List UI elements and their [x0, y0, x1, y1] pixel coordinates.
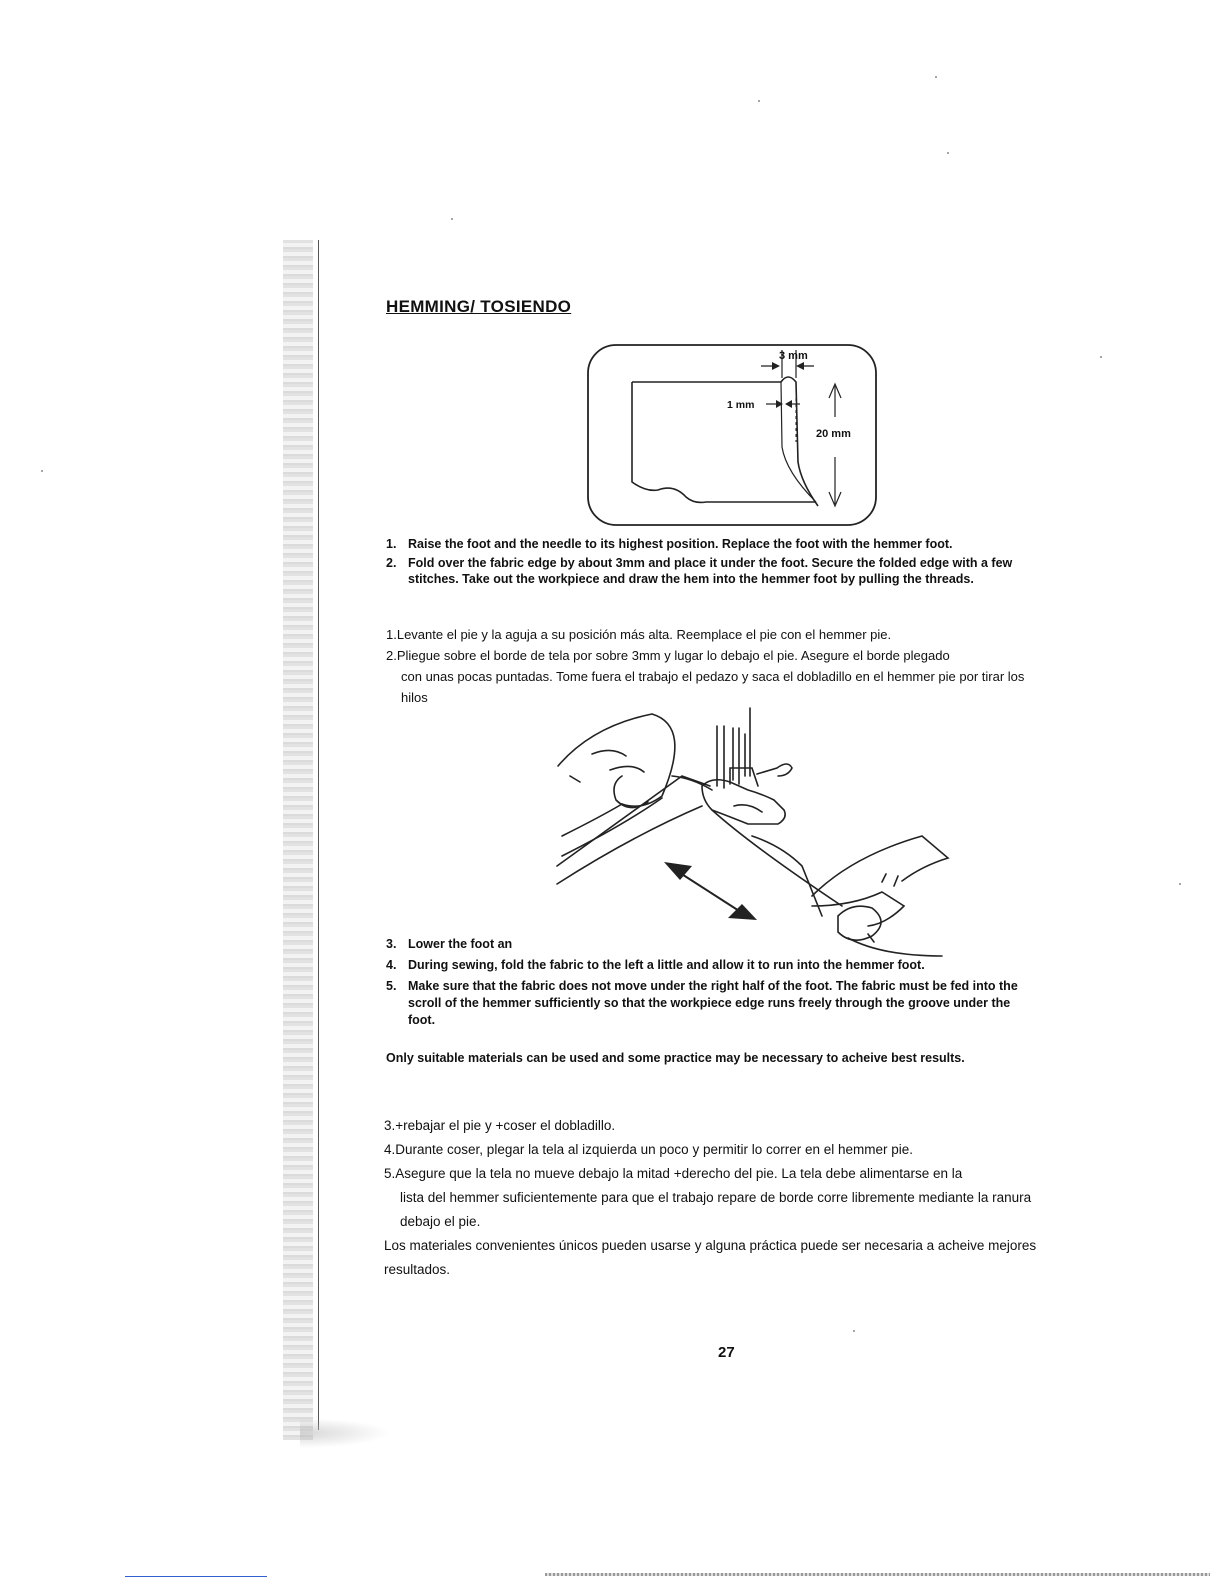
list-item: 5.Asegure que la tela no mueve debajo la mitad +derecho del pie. La tela debe alimentarse en la	[384, 1166, 963, 1181]
scan-shadow	[300, 1418, 390, 1448]
list-item-continuation: con unas pocas puntadas. Tome fuera el trabajo el pedazo y saca el dobladillo en el hemmer pie por tirar los hilos	[401, 669, 1025, 705]
note-en: Only suitable materials can be used and some practice may be necessary to acheive best results.	[386, 1051, 965, 1065]
step-text: Raise the foot and the needle to its highest position. Replace the foot with the hemmer foot.	[408, 537, 953, 551]
page-title: HEMMING/ TOSIENDO	[386, 297, 572, 316]
steps-en-2	[386, 936, 1076, 1033]
step-text: Make sure that the fabric does not move under the right half of the foot. The fabric must be fed into the scroll of the hemmer sufficiently so that the workpiece edge runs freely through the groove under the foot.	[408, 979, 1018, 1027]
list-item	[386, 555, 1066, 587]
speck	[1179, 883, 1181, 885]
list-item	[386, 957, 1076, 974]
list-item	[386, 978, 1076, 1029]
speck	[758, 100, 760, 102]
list-item-continuation: lista del hemmer suficientemente para que el trabajo repare de borde corre libremente mediante la ranura debajo el pie.	[400, 1190, 1032, 1229]
steps-es-1	[386, 624, 1066, 708]
binding-shadow	[283, 240, 313, 1440]
speck	[853, 1330, 855, 1332]
steps-en-1	[386, 536, 1066, 590]
list-item: 3.+rebajar el pie y +coser el dobladillo.	[384, 1118, 616, 1133]
step-number: 2.	[386, 556, 397, 570]
step-number: 4.	[386, 958, 397, 972]
steps-es-2	[384, 1114, 1074, 1282]
label-20mm: 20 mm	[816, 428, 851, 440]
label-1mm: 1 mm	[727, 399, 755, 411]
list-item	[386, 936, 1076, 953]
speck	[947, 152, 949, 154]
scan-edge	[545, 1573, 1210, 1576]
page-number: 27	[718, 1344, 735, 1361]
list-item	[386, 536, 1066, 552]
label-3mm: 3 mm	[779, 350, 808, 362]
hem-diagram	[586, 342, 878, 528]
list-item: 1.Levante el pie y la aguja a su posición más alta. Reemplace el pie con el hemmer pie.	[386, 627, 892, 642]
speck	[935, 76, 937, 78]
list-item: 2.Pliegue sobre el borde de tela por sobre 3mm y lugar lo debajo el pie. Asegure el borde plegado	[386, 648, 950, 663]
step-text: Lower the foot an	[408, 937, 513, 951]
hemmer-foot-illustration	[552, 706, 952, 958]
step-number: 5.	[386, 979, 397, 993]
step-number: 1.	[386, 537, 397, 551]
binding-edge	[318, 240, 319, 1430]
step-text: Fold over the fabric edge by about 3mm and place it under the foot. Secure the folded edge with a few stitches. Take out the workpiece and draw the hem into the hemmer foot by pulling the threads.	[408, 556, 1013, 586]
list-item: 4.Durante coser, plegar la tela al izquierda un poco y permitir lo correr en el hemmer pie.	[384, 1142, 914, 1157]
speck	[41, 470, 43, 472]
step-number: 3.	[386, 937, 397, 951]
speck	[1100, 356, 1102, 358]
step-text: During sewing, fold the fabric to the left a little and allow it to run into the hemmer foot.	[408, 958, 925, 972]
note-es: Los materiales convenientes únicos pueden usarse y alguna práctica puede ser necesaria a acheive mejores resultados.	[384, 1238, 1037, 1277]
speck	[451, 218, 453, 220]
scan-line	[125, 1576, 267, 1577]
